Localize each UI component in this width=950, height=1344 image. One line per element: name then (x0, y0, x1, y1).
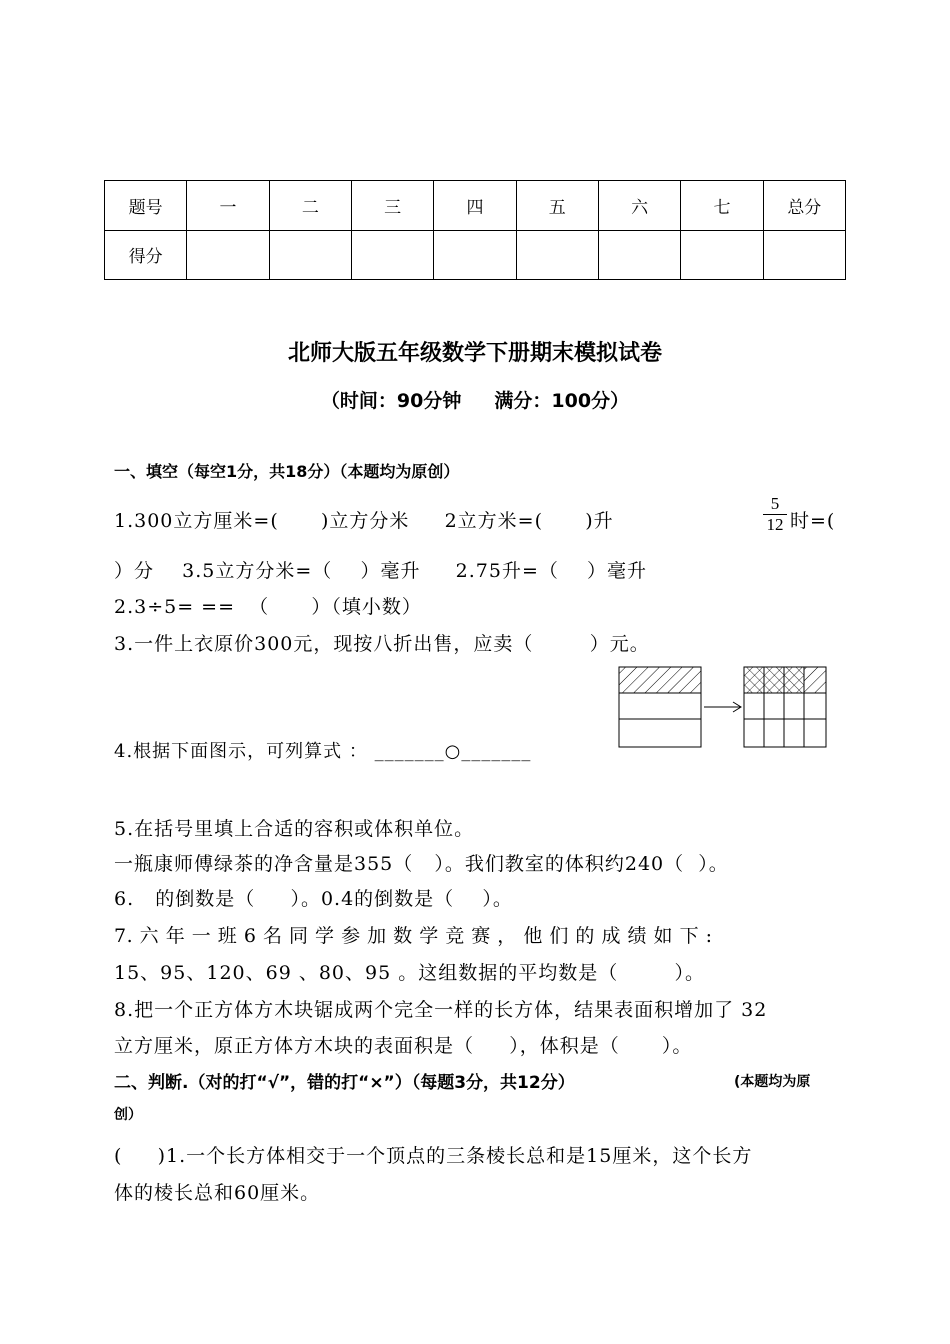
judge-question-1b: 体的棱长总和60厘米。 (114, 1182, 321, 1204)
section2-heading-cont: 创） (114, 1107, 142, 1123)
score-entry-cell[interactable] (681, 230, 763, 280)
question-1c: ）分 3.5立方分米=（ ）毫升 2.75升=（ ）毫升 (114, 560, 648, 582)
question-4: 4.根据下面图示，可列算式 ： _______○_______ (114, 741, 532, 762)
score-entry-cell[interactable] (763, 230, 845, 280)
score-entry-cell[interactable] (516, 230, 598, 280)
score-cell: 六 (598, 181, 680, 231)
score-cell: 一 (187, 181, 269, 231)
right-arrow-icon (704, 702, 741, 712)
question-8b: 立方厘米，原正方体方木块的表面积是（ ），体积是（ ）。 (114, 1035, 693, 1057)
grid-cell (784, 667, 804, 693)
grid-cell (804, 667, 826, 693)
question-7a: 7. 六 年 一 班 6 名 同 学 参 加 数 学 竞 赛 ， 他 们 的 成 绩 如 下 : (114, 925, 713, 947)
grid-cell (804, 693, 826, 719)
score-table (104, 180, 846, 280)
fraction-diagram (616, 665, 832, 755)
score-entry-cell[interactable] (269, 230, 351, 280)
question-5-detail: 一瓶康师傅绿茶的净含量是355（ ）。我们教室的体积约240（ ）。 (114, 853, 729, 875)
left-rectangle (619, 667, 701, 747)
question-6: 6. 的倒数是（ ）。0.4的倒数是（ ）。 (114, 888, 513, 910)
fraction-denominator: 12 (766, 515, 784, 534)
shaded-part (619, 667, 701, 693)
score-cell: 二 (269, 181, 351, 231)
grid-cell (744, 693, 764, 719)
fraction-5-12 (763, 494, 787, 535)
grid-cell (744, 719, 764, 747)
page-title: 北师大版五年级数学下册期末模拟试卷 (287, 341, 662, 366)
grid-cell (764, 693, 784, 719)
score-entry-cell[interactable] (434, 230, 516, 280)
grid-cell (784, 693, 804, 719)
score-table-score-row (105, 230, 846, 280)
score-cell: 五 (516, 181, 598, 231)
score-cell: 四 (434, 181, 516, 231)
score-cell: 三 (351, 181, 433, 231)
question-8a: 8.把一个正方体方木块锯成两个完全一样的长方体，结果表面积增加了 32 (114, 999, 768, 1021)
grid-cell (764, 719, 784, 747)
unshaded-part (619, 719, 701, 747)
score-table-header-row (105, 181, 846, 231)
section1-heading: 一、填空（每空1分，共18分）（本题均为原创） (114, 462, 460, 481)
score-entry-cell[interactable] (598, 230, 680, 280)
score-row-label: 得分 (105, 230, 187, 280)
grid-cell (804, 719, 826, 747)
score-cell: 总分 (763, 181, 845, 231)
page-subtitle: （时间：90分钟 满分：100分） (320, 390, 630, 412)
grid-cell (764, 667, 784, 693)
section2-heading: 二、判断.（对的打“√”，错的打“×”）（每题3分，共12分） (114, 1073, 575, 1093)
question-7b: 15、95、120、69 、80、95 。这组数据的平均数是（ ）。 (114, 962, 706, 984)
right-grid (744, 667, 826, 747)
question-1b: 时=( (790, 510, 836, 532)
question-1a: 1.300立方厘米=( )立方分米 2立方米=( )升 (114, 510, 614, 532)
judge-question-1a: ( )1.一个长方体相交于一个顶点的三条棱长总和是15厘米，这个长方 (114, 1145, 753, 1167)
question-2: 2.3÷5= == （ ）（填小数） (114, 596, 422, 618)
question-3: 3.一件上衣原价300元，现按八折出售，应卖（ ）元。 (114, 633, 650, 655)
score-entry-cell[interactable] (187, 230, 269, 280)
grid-cell (744, 667, 764, 693)
fraction-numerator: 5 (763, 494, 787, 515)
grid-cell (784, 719, 804, 747)
question-5: 5.在括号里填上合适的容积或体积单位。 (114, 818, 475, 840)
score-cell: 题号 (105, 181, 187, 231)
section2-heading-note: (本题均为原 (734, 1074, 811, 1090)
unshaded-part (619, 693, 701, 719)
score-cell: 七 (681, 181, 763, 231)
score-entry-cell[interactable] (351, 230, 433, 280)
